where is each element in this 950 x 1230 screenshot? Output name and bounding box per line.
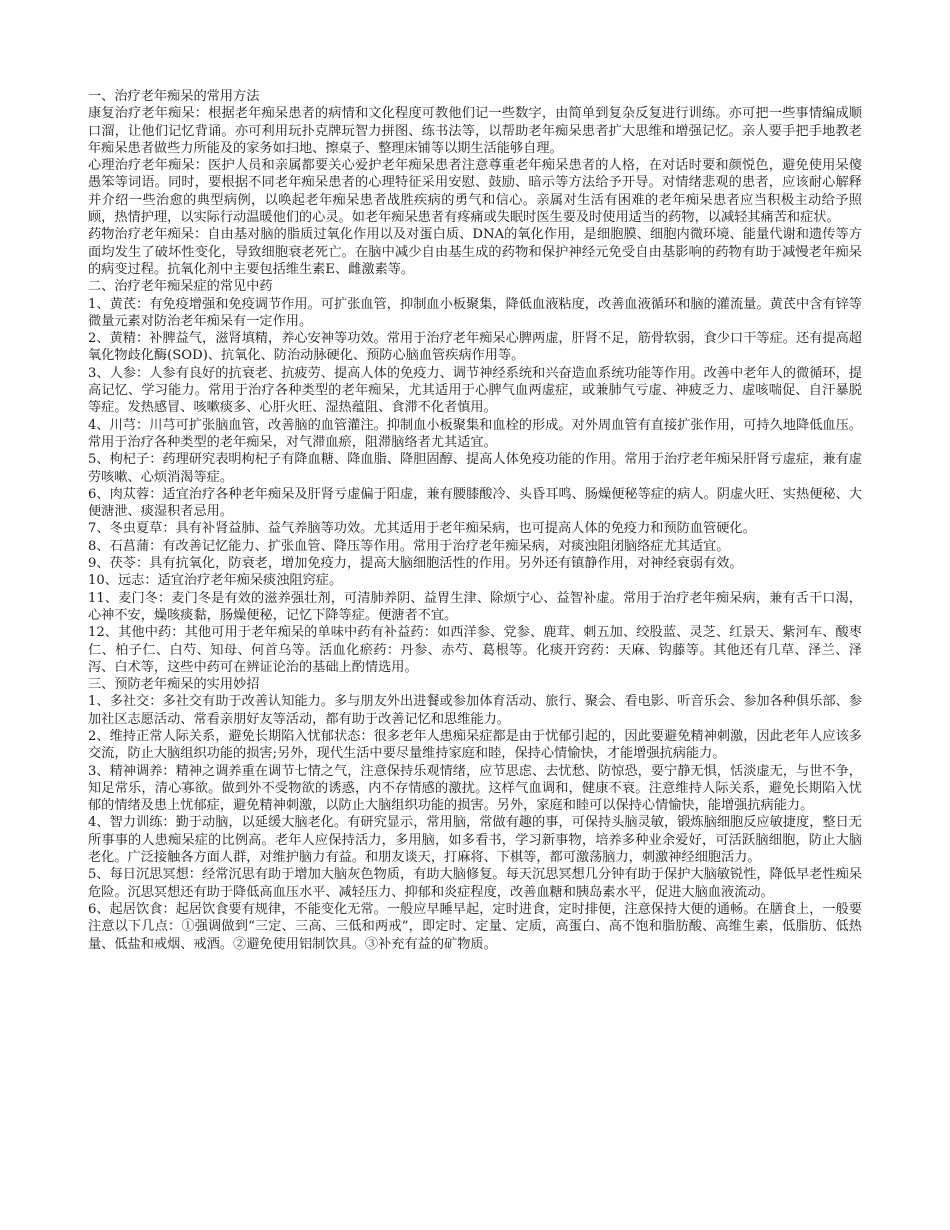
section-heading-methods: 一、治疗老年痴呆的常用方法 [88, 89, 260, 104]
paragraph-tip-relationships: 2、维持正常人际关系，避免长期陷入忧郁状态：很多老年人患痴呆症都是由于忧郁引起的，因此要避免精神刺激，因此老年人应该多交流，防止大脑组织功能的损害;另外，现代生活中要尽量维持家庭和睦，保持心情愉快，才能增强抗病能力。 [88, 728, 862, 762]
paragraph-herb-dongchongxiacao: 7、冬虫夏草：具有补肾益肺、益气养脑等功效。尤其适用于老年痴呆病，也可提高人体的免疫力和预防血管硬化。 [88, 521, 756, 537]
document-page [88, 88, 862, 953]
paragraph-tip-mental: 3、精神调养：精神之调养重在调节七情之气，注意保持乐观情绪，应节思虑、去忧愁、防惊恐，要宁静无惧，恬淡虚无，与世不争，知足常乐，清心寡欲。做到外不受物欲的诱惑，内不存情感的激扰。这样气血调和，健康不衰。注意维持人际关系，避免长期陷入忧郁的情绪及患上忧郁症，避免精神刺激，以防止大脑组织功能的损害。另外，家庭和睦可以保持心情愉快，能增强抗病能力。 [88, 763, 862, 814]
paragraph-tip-social: 1、多社交：多社交有助于改善认知能力。多与朋友外出进餐或参加体育活动、旅行、聚会、看电影、听音乐会、参加各种俱乐部、参加社区志愿活动、常看亲朋好友等活动，都有助于改善记忆和思维能力。 [88, 694, 862, 727]
section-heading-herbs: 二、治疗老年痴呆症的常见中药 [88, 279, 273, 295]
paragraph-herb-huangqi: 1、黄芪：有免疫增强和免疫调节作用。可扩张血管，抑制血小板聚集，降低血液粘度，改善血液循环和脑的灌流量。黄芪中含有锌等微量元素对防治老年痴呆有一定作用。 [88, 296, 862, 329]
paragraph-herb-renshen: 3、人参：人参有良好的抗衰老、抗疲劳、提高人体的免疫力、调节神经系统和兴奋造血系统功能等作用。改善中老年人的微循环，提高记忆、学习能力。常用于治疗各种类型的老年痴呆，尤其适用于心脾气血两虚症，或兼肺气亏虚、神疲乏力、虚咳喘促、自汗暴脱等症。发热感冒、咳嗽痰多、心肝火旺、湿热蕴阻、食滞不化者慎用。 [88, 365, 862, 416]
paragraph-herb-gouqizi: 5、枸杞子：药理研究表明枸杞子有降血糖、降血脂、降胆固醇、提高人体免疫功能的作用。常用于治疗老年痴呆肝肾亏虚症，兼有虚劳咳嗽、心烦消渴等症。 [88, 452, 862, 485]
paragraph-herb-roucongrong: 6、肉苁蓉：适宜治疗各种老年痴呆及肝肾亏虚偏于阳虚，兼有腰膝酸冷、头昏耳鸣、肠燥便秘等症的病人。阴虚火旺、实热便秘、大便溏泄、痰湿积者忌用。 [88, 486, 862, 520]
paragraph-herb-chuanxiong: 4、川芎：川芎可扩张脑血管，改善脑的血管灌注。抑制血小板聚集和血栓的形成。对外周血管有直接扩张作用，可持久地降低血压。常用于治疗各种类型的老年痴呆，对气滞血瘀，阻滞脑络者尤其适宜。 [88, 417, 862, 450]
paragraph-tip-brain-training: 4、智力训练：勤于动脑，以延缓大脑老化。有研究显示，常用脑，常做有趣的事，可保持头脑灵敏，锻炼脑细胞反应敏捷度，整日无所事事的人患痴呆症的比例高。老年人应保持活力，多用脑，如多看书，学习新事物，培养多种业余爱好，可活跃脑细胞，防止大脑老化。广泛接触各方面人群，对维护脑力有益。和朋友谈天，打麻将、下棋等，都可激荡脑力，刺激神经细胞活力。 [88, 815, 862, 866]
paragraph-tip-diet: 6、起居饮食：起居饮食要有规律，不能变化无常。一般应早睡早起，定时进食，定时排便，注意保持大便的通畅。在膳食上，一般要注意以下几点：①强调做到“三定、三高、三低和两戒”，即定时、定量、定质，高蛋白、高不饱和脂肪酸、高维生素，低脂肪、低热量、低盐和戒烟、戒酒。②避免使用铝制饮具。③补充有益的矿物质。 [88, 901, 862, 952]
paragraph-psych-therapy: 心理治疗老年痴呆：医护人员和亲属都要关心爱护老年痴呆患者注意尊重老年痴呆患者的人格，在对话时要和颜悦色，避免使用呆傻愚笨等词语。同时，要根据不同老年痴呆患者的心理特征采用安慰、鼓励、暗示等方法给予开导。对情绪悲观的患者，应该耐心解释并介绍一些治愈的典型病例，以唤起老年痴呆患者战胜疾病的勇气和信心。亲属对生活有困难的老年痴呆患者应当积极主动给予照顾，热情护理，以实际行动温暖他们的心灵。如老年痴呆患者有疼痛或失眠时医生要及时使用适当的药物，以减轻其痛苦和症状。 [88, 158, 862, 226]
paragraph-herb-shichangpu: 8、石菖蒲：有改善记忆能力、扩张血管、降压等作用。常用于治疗老年痴呆病，对痰浊阻闭脑络症尤其适宜。 [88, 538, 730, 554]
section-heading-prevention: 三、预防老年痴呆的实用妙招 [88, 677, 260, 693]
paragraph-drug-therapy: 药物治疗老年痴呆：自由基对脑的脂质过氧化作用以及对蛋白质、DNA的氧化作用，是细胞膜、细胞内微环境、能量代谢和遗传等方面均发生了破坏性变化，导致细胞衰老死亡。在脑中减少自由基生成的药物和保护神经元免受自由基影响的药物有助于减慢老年痴呆的病变过程。抗氧化剂中主要包括维生素E、雌激素等。 [88, 227, 862, 277]
paragraph-herb-maimendong: 11、麦门冬：麦门冬是有效的滋养强壮剂，可清肺养阴、益胃生津、除烦宁心、益智补虚。常用于治疗老年痴呆病，兼有舌干口渴，心神不安，燥咳痰黏，肠燥便秘，记忆下降等症。便溏者不宜。 [88, 590, 862, 623]
paragraph-herb-other: 12、其他中药：其他可用于老年痴呆的单味中药有补益药：如西洋参、党参、鹿茸、刺五加、绞股蓝、灵芝、红景天、紫河车、酸枣仁、柏子仁、白芍、知母、何首乌等。活血化瘀药：丹参、赤芍、葛根等。化痰开窍药：天麻、钩藤等。其他还有几草、泽兰、泽泻、白术等，这些中药可在辨证论治的基础上酌情选用。 [88, 625, 862, 675]
paragraph-herb-yuanzhi: 10、远志：适宜治疗老年痴呆痰浊阻窍症。 [88, 573, 343, 589]
paragraph-herb-huangjing: 2、黄精：补脾益气，滋肾填精，养心安神等功效。常用于治疗老年痴呆心脾两虚，肝肾不足，筋骨软弱，食少口干等症。还有提高超氧化物歧化酶(SOD)、抗氧化、防治动脉硬化、预防心脑血管疾病作用等。 [88, 331, 862, 364]
paragraph-tip-meditation: 5、每日沉思冥想：经常沉思有助于增加大脑灰色物质，有助大脑修复。每天沉思冥想几分钟有助于保护大脑敏锐性，降低早老性痴呆危险。沉思冥想还有助于降低高血压水平、减轻压力、抑郁和炎症程度，改善血糖和胰岛素水平，促进大脑血液流动。 [88, 867, 862, 900]
paragraph-rehab-therapy: 康复治疗老年痴呆：根据老年痴呆患者的病情和文化程度可教他们记一些数字，由简单到复杂反复进行训练。亦可把一些事情编成顺口溜，让他们记忆背诵。亦可利用玩扑克牌玩智力拼图、练书法等，以帮助老年痴呆患者扩大思维和增强记忆。亲人要手把手地教老年痴呆患者做些力所能及的家务如扫地、擦桌子、整理床铺等以期生活能够自理。 [88, 106, 862, 156]
paragraph-herb-fuling: 9、茯苓：具有抗氧化，防衰老，增加免疫力，提高大脑细胞活性的作用。另外还有镇静作用，对神经衰弱有效。 [88, 556, 743, 572]
